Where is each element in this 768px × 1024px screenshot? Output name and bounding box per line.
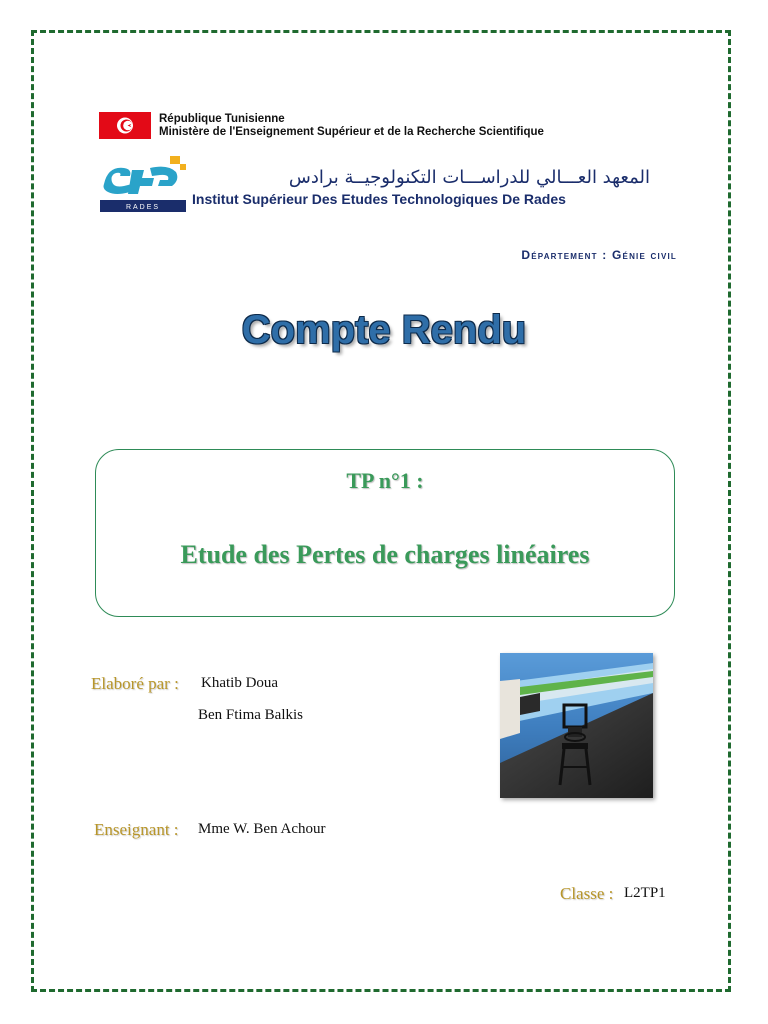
iset-rades-logo (98, 156, 188, 212)
authors-label: Elaboré par : (91, 674, 179, 693)
logo-caption: RADES (125, 204, 161, 211)
tunisia-flag-icon (99, 112, 151, 139)
department-label: Département : Génie civil (521, 248, 677, 262)
pipe-apparatus-photo (500, 653, 653, 798)
teacher-label: Enseignant : (94, 820, 179, 839)
author-name-2: Ben Ftima Balkis (198, 707, 303, 723)
class-value: L2TP1 (624, 885, 666, 901)
tp-title-box (95, 449, 675, 617)
tp-number: TP n°1 : (346, 468, 424, 493)
class-label: Classe : (560, 884, 614, 903)
author-name-1: Khatib Doua (201, 675, 279, 691)
institute-name-arabic: المعهد العـــالي للدراســـات التكنولوجيــة برادس (288, 167, 650, 188)
republic-name: République Tunisienne (159, 113, 285, 125)
institute-name-french: Institut Supérieur Des Etudes Technologiques De Rades (192, 191, 566, 207)
teacher-name: Mme W. Ben Achour (198, 821, 326, 837)
tp-subject: Etude des Pertes de charges linéaires (180, 540, 590, 569)
ministry-name: Ministère de l'Enseignement Supérieur et de la Recherche Scientifique (159, 126, 544, 138)
page-title: Compte Rendu (241, 308, 527, 352)
republic-header (159, 113, 544, 139)
